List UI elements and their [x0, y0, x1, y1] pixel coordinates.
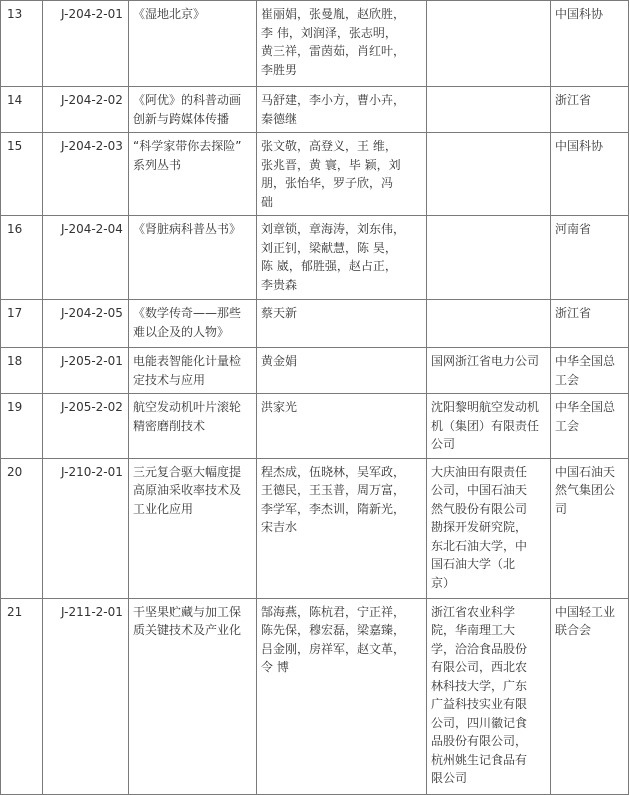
row-number: 16	[1, 216, 43, 300]
project-organization	[427, 1, 551, 87]
project-organization	[427, 216, 551, 300]
project-people: 郜海燕，陈杭君，宁正祥， 陈先保，穆宏磊，梁嘉臻， 吕金刚，房祥军，赵文革， 令 博	[257, 598, 427, 794]
project-organization: 浙江省农业科学 院，华南理工大 学，洽洽食品股份 有限公司，西北农 林科技大学，广东 广益科技实业有限 公司，四川徽记食 品股份有限公司， 杭州姚生记食品有 限公司	[427, 598, 551, 794]
table-row	[1, 598, 629, 794]
row-number: 18	[1, 348, 43, 394]
project-code: J-211-2-01	[43, 598, 129, 794]
project-people: 蔡天新	[257, 300, 427, 348]
project-title: 航空发动机叶片滚轮 精密磨削技术	[129, 394, 257, 459]
project-organization: 沈阳黎明航空发动机 机（集团）有限责任 公司	[427, 394, 551, 459]
row-number: 17	[1, 300, 43, 348]
table-row	[1, 133, 629, 216]
table-row	[1, 1, 629, 87]
project-code: J-204-2-05	[43, 300, 129, 348]
project-people: 马舒建，李小方，曹小卉， 秦德继	[257, 87, 427, 133]
project-organization	[427, 87, 551, 133]
row-number: 20	[1, 458, 43, 598]
project-organization	[427, 300, 551, 348]
project-people: 洪家光	[257, 394, 427, 459]
project-nominator: 浙江省	[551, 300, 629, 348]
project-code: J-205-2-02	[43, 394, 129, 459]
project-code: J-204-2-03	[43, 133, 129, 216]
row-number: 15	[1, 133, 43, 216]
project-nominator: 河南省	[551, 216, 629, 300]
project-code: J-205-2-01	[43, 348, 129, 394]
project-nominator: 中国科协	[551, 1, 629, 87]
project-title: “科学家带你去探险” 系列丛书	[129, 133, 257, 216]
project-nominator: 浙江省	[551, 87, 629, 133]
row-number: 13	[1, 1, 43, 87]
table-row	[1, 87, 629, 133]
project-code: J-204-2-02	[43, 87, 129, 133]
project-nominator: 中国科协	[551, 133, 629, 216]
project-code: J-204-2-04	[43, 216, 129, 300]
table-row	[1, 394, 629, 459]
table-row	[1, 300, 629, 348]
table-row	[1, 458, 629, 598]
project-nominator: 中华全国总 工会	[551, 394, 629, 459]
project-title: 《肾脏病科普丛书》	[129, 216, 257, 300]
project-title: 《数学传奇——那些 难以企及的人物》	[129, 300, 257, 348]
project-nominator: 中国轻工业 联合会	[551, 598, 629, 794]
project-title: 三元复合驱大幅度提 高原油采收率技术及 工业化应用	[129, 458, 257, 598]
award-table-body	[1, 1, 629, 795]
row-number: 19	[1, 394, 43, 459]
project-people: 程杰成，伍晓林，吴军政， 王德民，王玉普，周万富， 李学军，李杰训，隋新光， 宋吉水	[257, 458, 427, 598]
project-people: 崔丽娟，张曼胤，赵欣胜， 李 伟，刘润泽，张志明， 黄三祥，雷茵茹，肖红叶， 李胜男	[257, 1, 427, 87]
table-row	[1, 348, 629, 394]
project-code: J-204-2-01	[43, 1, 129, 87]
project-title: 干坚果贮藏与加工保 质关键技术及产业化	[129, 598, 257, 794]
project-code: J-210-2-01	[43, 458, 129, 598]
project-title: 《湿地北京》	[129, 1, 257, 87]
project-people: 黄金娟	[257, 348, 427, 394]
project-title: 《阿优》的科普动画 创新与跨媒体传播	[129, 87, 257, 133]
row-number: 21	[1, 598, 43, 794]
project-organization: 大庆油田有限责任 公司，中国石油天 然气股份有限公司 勘探开发研究院， 东北石油大学，中 国石油大学（北 京）	[427, 458, 551, 598]
project-organization	[427, 133, 551, 216]
project-nominator: 中国石油天 然气集团公 司	[551, 458, 629, 598]
row-number: 14	[1, 87, 43, 133]
project-organization: 国网浙江省电力公司	[427, 348, 551, 394]
project-title: 电能表智能化计量检 定技术与应用	[129, 348, 257, 394]
table-row	[1, 216, 629, 300]
project-people: 刘章锁，章海涛，刘东伟， 刘正钊，梁献慧，陈 昊， 陈 崴，郁胜强，赵占正， 李贵森	[257, 216, 427, 300]
project-people: 张文敬，高登义，王 维， 张兆晋，黄 寰，毕 颖，刘 朋，张怡华，罗子欣，冯 础	[257, 133, 427, 216]
project-nominator: 中华全国总 工会	[551, 348, 629, 394]
